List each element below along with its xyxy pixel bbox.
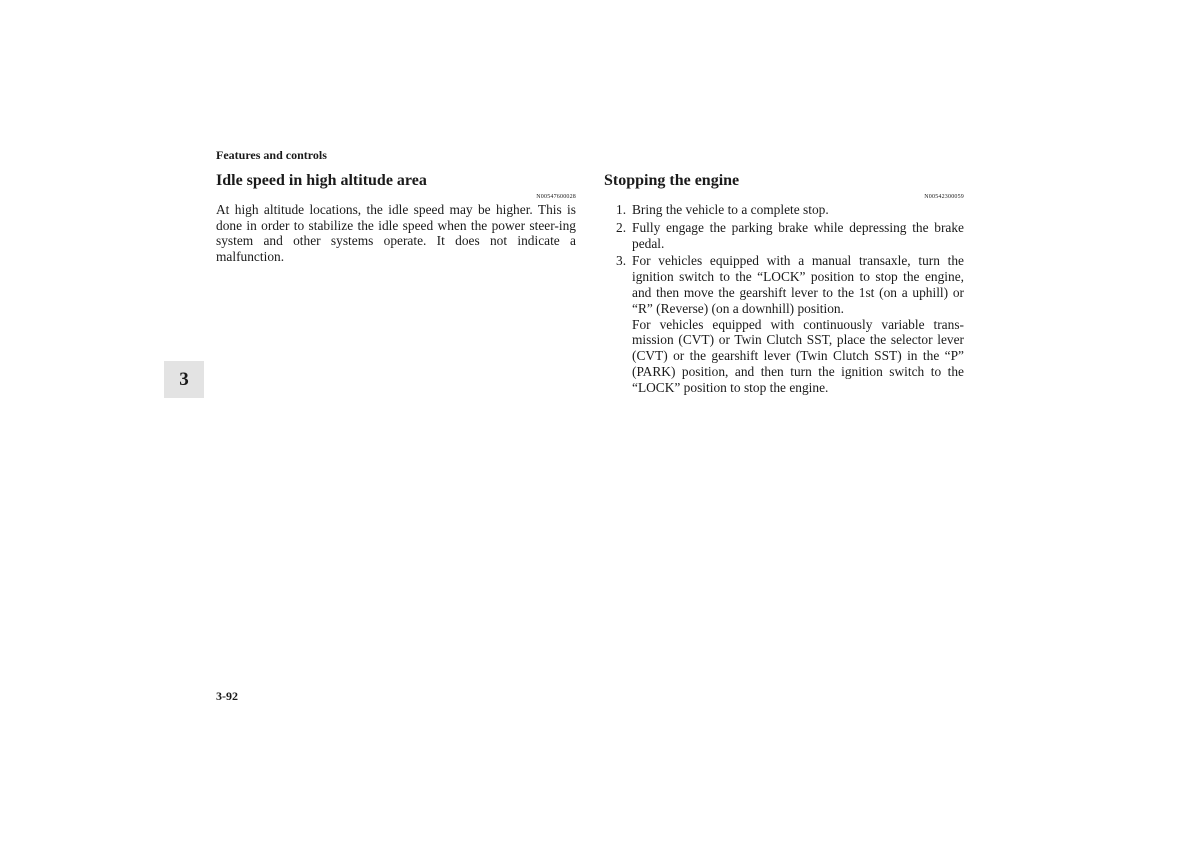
section-header: Features and controls <box>216 148 327 162</box>
chapter-tab <box>164 361 204 398</box>
step-text: Fully engage the parking brake while depressing the brake pedal. <box>632 219 964 251</box>
step-item-3 <box>604 253 964 395</box>
step-number: 3. <box>616 253 627 269</box>
stopping-engine-heading: Stopping the engine <box>604 172 740 189</box>
step-item-2 <box>604 220 964 252</box>
step-text: For vehicles equipped with a manual transaxle, turn the ignition switch to the “LOCK” position to stop the engine, and then move the gearshift lever to the 1st (on a uphill) or “R” (Reverse) (on a downhill) position. <box>632 253 964 316</box>
chapter-tab-number: 3 <box>179 368 189 390</box>
page-number: 3-92 <box>216 689 238 703</box>
left-column <box>216 171 576 264</box>
step-number: 2. <box>616 219 627 235</box>
step-number: 1. <box>616 202 627 217</box>
right-column <box>604 171 964 398</box>
step-item-1 <box>604 202 964 218</box>
idle-speed-body: At high altitude locations, the idle speed may be higher. This is done in order to stabilize the idle speed when the power steer-ing system and other systems operate. It does not indicate a malfunction. <box>216 202 576 264</box>
step-text-continued: For vehicles equipped with continuously variable trans-mission (CVT) or Twin Clutch SST, place the selector lever (CVT) or the gearshift lever (Twin Clutch SST) in the “P” (PARK) position, and then turn the ignition switch to the “LOCK” position to stop the engine. <box>632 316 964 395</box>
stopping-engine-steps <box>604 202 964 396</box>
idle-speed-reference-code: N00547600028 <box>536 194 576 200</box>
idle-speed-heading: Idle speed in high altitude area <box>216 172 427 189</box>
step-text: Bring the vehicle to a complete stop. <box>632 202 829 217</box>
stopping-engine-reference-code: N00542300059 <box>924 194 964 200</box>
